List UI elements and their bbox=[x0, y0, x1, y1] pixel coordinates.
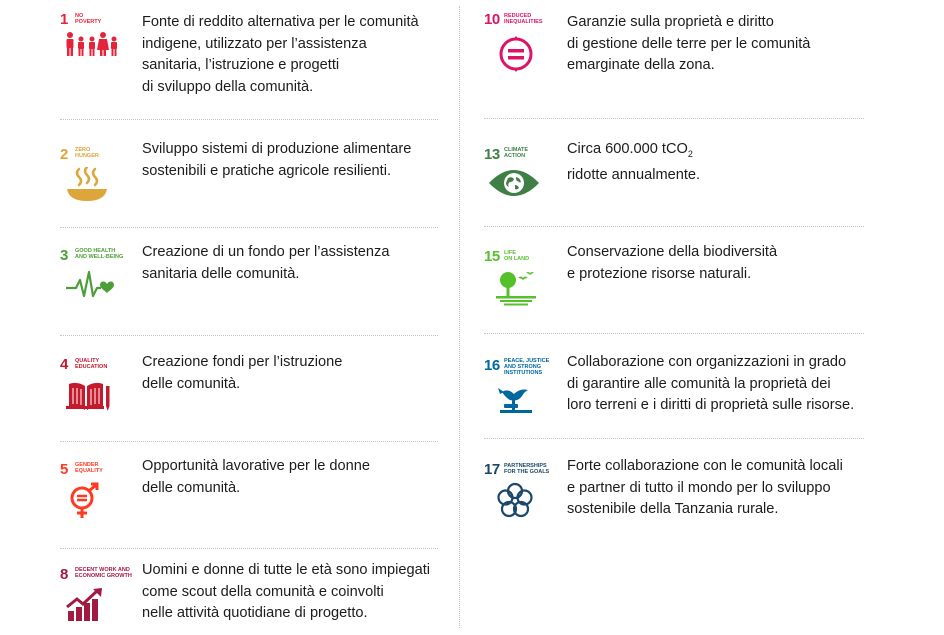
sdg-label: ZERO HUNGER bbox=[75, 147, 99, 159]
row-separator bbox=[60, 335, 438, 336]
eye-globe-icon bbox=[488, 169, 540, 197]
sdg-description: Collaborazione con organizzazioni in grado di garantire alle comunità la proprietà dei loro terreni e i diritti di proprietà sulle risorse. bbox=[567, 354, 855, 413]
row-separator bbox=[484, 438, 864, 439]
sdg-number: 4 bbox=[60, 356, 68, 373]
food-bowl-icon bbox=[65, 167, 109, 203]
sdg-description: Forte collaborazione con le comunità locali e partner di tutto il mondo per lo sviluppo sostenibile della Tanzania rurale. bbox=[567, 458, 843, 517]
sdg-description: Fonte di reddito alternativa per le comunità indigene, utilizzato per l’assistenza sanitaria, l’istruzione e progetti di sviluppo della comunità. bbox=[142, 14, 419, 95]
equality-icon bbox=[498, 36, 534, 72]
sdg-number: 3 bbox=[60, 247, 68, 264]
sdg-number: 10 bbox=[484, 11, 500, 28]
co2-subscript: 2 bbox=[687, 148, 693, 159]
co2-period: ridotte annualmente. bbox=[567, 167, 701, 184]
sdg-number: 15 bbox=[484, 248, 500, 265]
sdg-number: 1 bbox=[60, 11, 68, 28]
family-icon bbox=[65, 31, 119, 57]
sdg-label: PARTNERSHIPS FOR THE GOALS bbox=[504, 463, 550, 475]
sdg-label: QUALITY EDUCATION bbox=[75, 358, 108, 370]
sdg-label: REDUCED INEQUALITIES bbox=[504, 13, 543, 25]
sdg-description: Opportunità lavorative per le donne delle comunità. bbox=[142, 458, 370, 496]
sdg-description: Sviluppo sistemi di produzione alimentare sostenibili e pratiche agricole resilienti. bbox=[142, 141, 412, 179]
co2-amount: Circa 600.000 tCO bbox=[567, 141, 688, 157]
sdg-label: GOOD HEALTH AND WELL-BEING bbox=[75, 248, 124, 260]
sdg-label: NO POVERTY bbox=[75, 13, 102, 25]
partnership-rings-icon bbox=[496, 482, 534, 520]
sdg-description: Creazione di un fondo per l’assistenza sanitaria delle comunità. bbox=[142, 244, 390, 282]
sdg-number: 8 bbox=[60, 566, 68, 583]
gender-equality-icon bbox=[65, 482, 105, 520]
book-pencil-icon bbox=[65, 380, 111, 412]
row-separator bbox=[60, 119, 438, 120]
sdg-label: PEACE, JUSTICE AND STRONG INSTITUTIONS bbox=[504, 358, 550, 376]
sdg-description: Conservazione della biodiversità e protezione risorse naturali. bbox=[567, 244, 778, 282]
growth-chart-icon bbox=[65, 587, 105, 623]
row-separator bbox=[60, 548, 438, 549]
row-separator bbox=[484, 226, 864, 227]
sdg-number: 17 bbox=[484, 461, 500, 478]
sdg-number: 16 bbox=[484, 357, 500, 374]
sdg-number: 5 bbox=[60, 461, 68, 478]
row-separator bbox=[60, 227, 438, 228]
column-divider bbox=[459, 6, 460, 628]
sdg-label: GENDER EQUALITY bbox=[75, 462, 103, 474]
sdg-description bbox=[567, 139, 700, 187]
row-separator bbox=[484, 333, 864, 334]
row-separator bbox=[60, 441, 438, 442]
sdg-number: 2 bbox=[60, 146, 68, 163]
sdg-number: 13 bbox=[484, 146, 500, 163]
row-separator bbox=[484, 118, 864, 119]
sdg-label: DECENT WORK AND ECONOMIC GROWTH bbox=[75, 567, 132, 579]
sdg-description: Creazione fondi per l’istruzione delle comunità. bbox=[142, 354, 343, 392]
dove-gavel-icon bbox=[496, 382, 536, 416]
sdg-description: Garanzie sulla proprietà e diritto di gestione delle terre per le comunità emarginate della zona. bbox=[567, 14, 811, 73]
sdg-label: LIFE ON LAND bbox=[504, 250, 530, 262]
tree-birds-icon bbox=[496, 268, 536, 306]
sdg-description: Uomini e donne di tutte le età sono impiegati come scout della comunità e coinvolti nelle attività quotidiane di progetto. bbox=[142, 562, 430, 621]
sdg-label: CLIMATE ACTION bbox=[504, 147, 529, 159]
heartbeat-icon bbox=[65, 270, 115, 300]
